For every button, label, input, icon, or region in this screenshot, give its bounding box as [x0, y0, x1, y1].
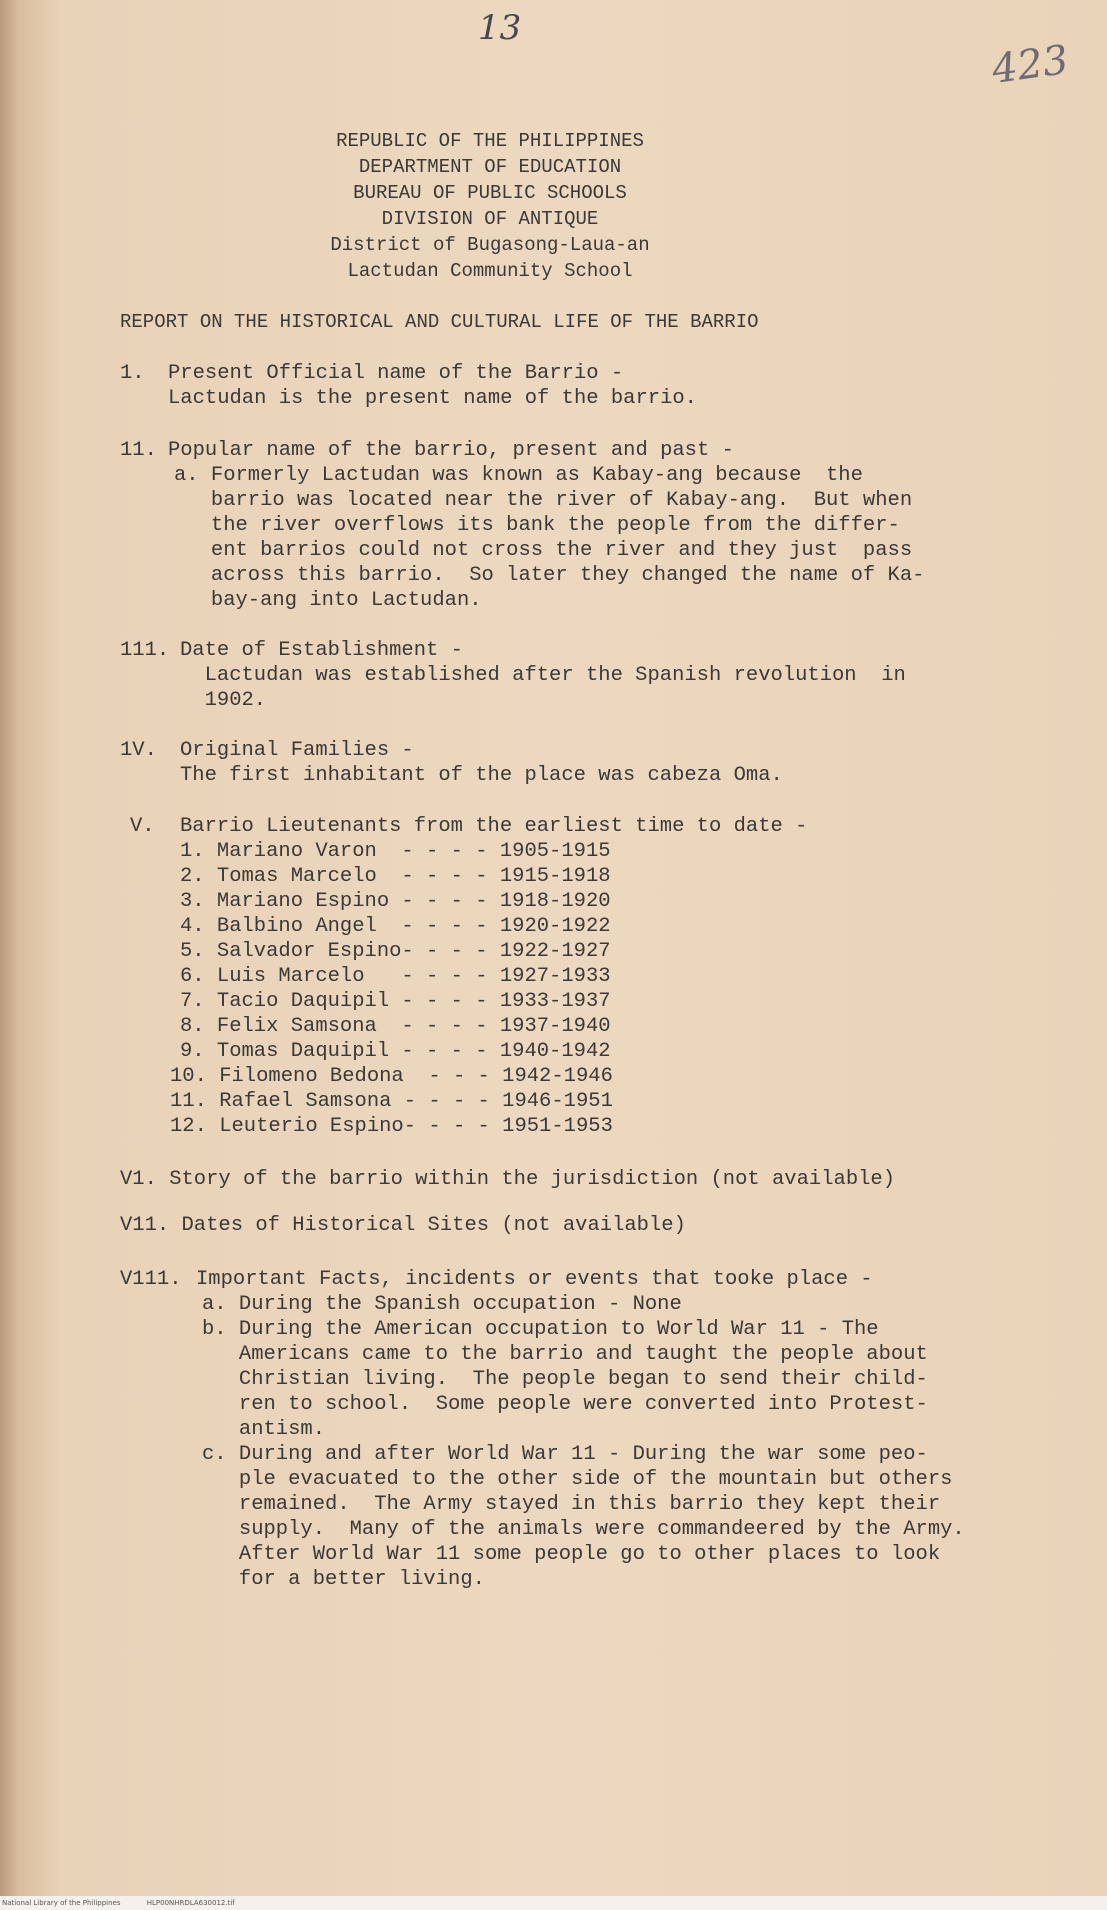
- list-item: 1. Mariano Varon - - - - 1905-1915: [180, 840, 611, 863]
- text-line: c. During and after World War 11 - During the war some peo-: [202, 1443, 928, 1466]
- letterhead: [260, 128, 720, 284]
- text-line: a. During the Spanish occupation - None: [202, 1293, 682, 1316]
- header-line: Lactudan Community School: [347, 260, 633, 282]
- section-2: [168, 438, 924, 613]
- text-line: across this barrio. So later they changed the name of Ka-: [174, 564, 925, 587]
- header-line: District of Bugasong-Laua-an: [330, 234, 650, 256]
- section-7: V11. Dates of Historical Sites (not available): [120, 1214, 686, 1237]
- section-5: [170, 814, 808, 1139]
- list-item: 9. Tomas Daquipil - - - - 1940-1942: [180, 1040, 611, 1063]
- section-number: 11.: [120, 439, 157, 462]
- section-1: [168, 361, 697, 411]
- header-line: REPUBLIC OF THE PHILIPPINES: [336, 130, 644, 152]
- text-line: for a better living.: [202, 1568, 485, 1591]
- list-item: 7. Tacio Daquipil - - - - 1933-1937: [180, 990, 611, 1013]
- section-6: V1. Story of the barrio within the jurisdiction (not available): [120, 1168, 896, 1191]
- section-8: [196, 1267, 965, 1592]
- section-heading: Date of Establishment -: [180, 639, 463, 662]
- text-line: b. During the American occupation to World War 11 - The: [202, 1318, 879, 1341]
- section-3: [180, 638, 906, 713]
- text-line: Americans came to the barrio and taught the people about: [202, 1343, 928, 1366]
- text-line: the river overflows its bank the people from the differ-: [174, 514, 900, 537]
- section-number: 111.: [120, 639, 170, 662]
- list-item: 8. Felix Samsona - - - - 1937-1940: [180, 1015, 611, 1038]
- text-line: Present Official name of the Barrio -: [168, 362, 624, 385]
- report-title: REPORT ON THE HISTORICAL AND CULTURAL LIFE OF THE BARRIO: [120, 311, 759, 333]
- list-item: 11. Rafael Samsona - - - - 1946-1951: [170, 1090, 613, 1113]
- list-item: 4. Balbino Angel - - - - 1920-1922: [180, 915, 611, 938]
- text-line: remained. The Army stayed in this barrio they kept their: [202, 1493, 941, 1516]
- text-line: ent barrios could not cross the river and they just pass: [174, 539, 913, 562]
- lieutenant-list: [170, 839, 807, 1139]
- section-number: 1.: [120, 362, 145, 385]
- header-line: BUREAU OF PUBLIC SCHOOLS: [353, 182, 627, 204]
- text-line: antism.: [202, 1418, 326, 1441]
- section-number: V111.: [120, 1268, 182, 1291]
- text-line: ple evacuated to the other side of the mountain but others: [202, 1468, 953, 1491]
- list-item: 6. Luis Marcelo - - - - 1927-1933: [180, 965, 611, 988]
- header-line: DIVISION OF ANTIQUE: [381, 208, 599, 230]
- handwritten-page-number: 13: [478, 8, 522, 48]
- handwritten-corner-number: 423: [989, 36, 1072, 94]
- scan-footer: [0, 1896, 1107, 1910]
- text-line: a. Formerly Lactudan was known as Kabay-ang because the: [174, 464, 863, 487]
- section-4: [180, 738, 783, 788]
- text-line: After World War 11 some people go to other places to look: [202, 1543, 941, 1566]
- footer-file: HLP00NHRDLA630012.tif: [146, 1899, 235, 1907]
- text-line: The first inhabitant of the place was cabeza Oma.: [180, 764, 783, 787]
- text-line: ren to school. Some people were converted into Protest-: [202, 1393, 928, 1416]
- list-item: 3. Mariano Espino - - - - 1918-1920: [180, 890, 611, 913]
- footer-library: National Library of the Philippines: [2, 1899, 121, 1907]
- list-item: 2. Tomas Marcelo - - - - 1915-1918: [180, 865, 611, 888]
- text-line: Christian living. The people began to send their child-: [202, 1368, 928, 1391]
- header-line: DEPARTMENT OF EDUCATION: [358, 156, 622, 178]
- section-heading: Important Facts, incidents or events that tooke place -: [196, 1268, 873, 1291]
- section-number: 1V.: [120, 739, 157, 762]
- list-item: 10. Filomeno Bedona - - - 1942-1946: [170, 1065, 613, 1088]
- text-line: supply. Many of the animals were commandeered by the Army.: [202, 1518, 965, 1541]
- section-heading: Barrio Lieutenants from the earliest time to date -: [180, 815, 808, 838]
- text-line: 1902.: [180, 689, 267, 712]
- text-line: barrio was located near the river of Kabay-ang. But when: [174, 489, 913, 512]
- list-item: 12. Leuterio Espino- - - - 1951-1953: [170, 1115, 613, 1138]
- list-item: 5. Salvador Espino- - - - 1922-1927: [180, 940, 611, 963]
- text-line: bay-ang into Lactudan.: [174, 589, 482, 612]
- text-line: Lactudan is the present name of the barrio.: [168, 387, 697, 410]
- section-number: V.: [130, 815, 155, 838]
- section-heading: Original Families -: [180, 739, 414, 762]
- section-heading: Popular name of the barrio, present and past -: [168, 439, 734, 462]
- text-line: Lactudan was established after the Spanish revolution in: [180, 664, 906, 687]
